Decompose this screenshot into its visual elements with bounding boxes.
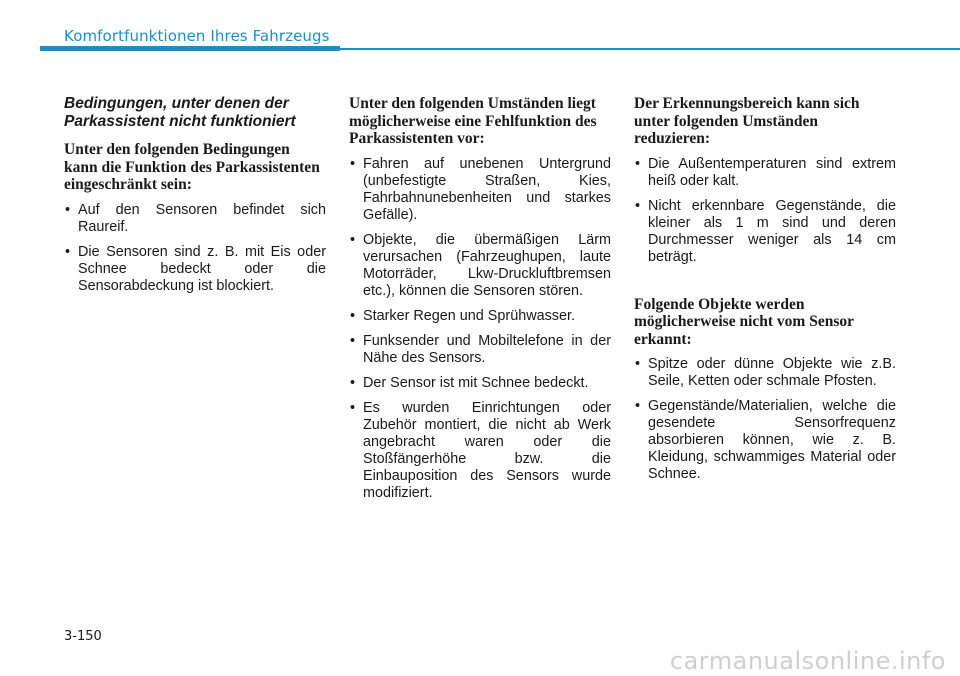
bullet-list bbox=[64, 202, 326, 295]
section-heading: Folgende Objekte werden möglicherweise nicht vom Sensor erkannt: bbox=[634, 295, 854, 348]
header-accent-bar bbox=[40, 46, 340, 51]
section-heading: Der Erkennungsbereich kann sich unter folgenden Umständen reduzieren: bbox=[634, 95, 860, 147]
list-item: • Gegenstände/Materialien, welche die gesendete Sensorfrequenz absorbieren können, wie z. B. Kleidung, schwammiges Material oder Schnee. bbox=[634, 398, 896, 483]
column-1 bbox=[64, 95, 326, 303]
column-3 bbox=[634, 95, 896, 491]
list-item: • Nicht erkennbare Gegenstände, die kleiner als 1 m sind und deren Durchmesser weniger als 14 cm beträgt. bbox=[634, 198, 896, 266]
section-gap bbox=[634, 274, 896, 296]
bullet-list bbox=[634, 156, 896, 266]
list-item: • Der Sensor ist mit Schnee bedeckt. bbox=[349, 375, 611, 392]
list-item: • Starker Regen und Sprühwasser. bbox=[349, 308, 611, 325]
list-item: • Die Außentemperaturen sind extrem heiß oder kalt. bbox=[634, 156, 896, 190]
section-heading: Unter den folgenden Bedingungen kann die Funktion des Parkassistenten eingeschränkt sein: bbox=[64, 141, 320, 193]
list-item: • Auf den Sensoren befindet sich Raureif. bbox=[64, 202, 326, 236]
list-item: • Funksender und Mobiltelefone in der Nähe des Sensors. bbox=[349, 333, 611, 367]
list-item: • Es wurden Einrichtungen oder Zubehör montiert, die nicht ab Werk angebracht waren oder die Stoßfängerhöhe bzw. die Einbauposition des Sensors wurde modifiziert. bbox=[349, 400, 611, 502]
section-title: Komfortfunktionen Ihres Fahrzeugs bbox=[64, 27, 330, 45]
section-heading: Bedingungen, unter denen der Parkassistent nicht funktioniert bbox=[64, 95, 296, 130]
section-heading: Unter den folgenden Umständen liegt möglicherweise eine Fehlfunktion des Parkassistenten vor: bbox=[349, 95, 597, 147]
column-2 bbox=[349, 95, 611, 510]
list-item: • Fahren auf unebenen Untergrund (unbefestigte Straßen, Kies, Fahrbahnunebenheiten und starkes Gefälle). bbox=[349, 156, 611, 224]
page-number: 3-150 bbox=[64, 629, 102, 644]
header-rule bbox=[340, 48, 960, 50]
watermark: carmanualsonline.info bbox=[669, 647, 946, 675]
list-item: • Objekte, die übermäßigen Lärm verursachen (Fahrzeughupen, laute Motorräder, Lkw-Druckluftbremsen etc.), können die Sensoren stören. bbox=[349, 232, 611, 300]
bullet-list bbox=[634, 356, 896, 483]
list-item: • Spitze oder dünne Objekte wie z.B. Seile, Ketten oder schmale Pfosten. bbox=[634, 356, 896, 390]
bullet-list bbox=[349, 156, 611, 502]
list-item: • Die Sensoren sind z. B. mit Eis oder Schnee bedeckt oder die Sensorabdeckung ist blockiert. bbox=[64, 244, 326, 295]
